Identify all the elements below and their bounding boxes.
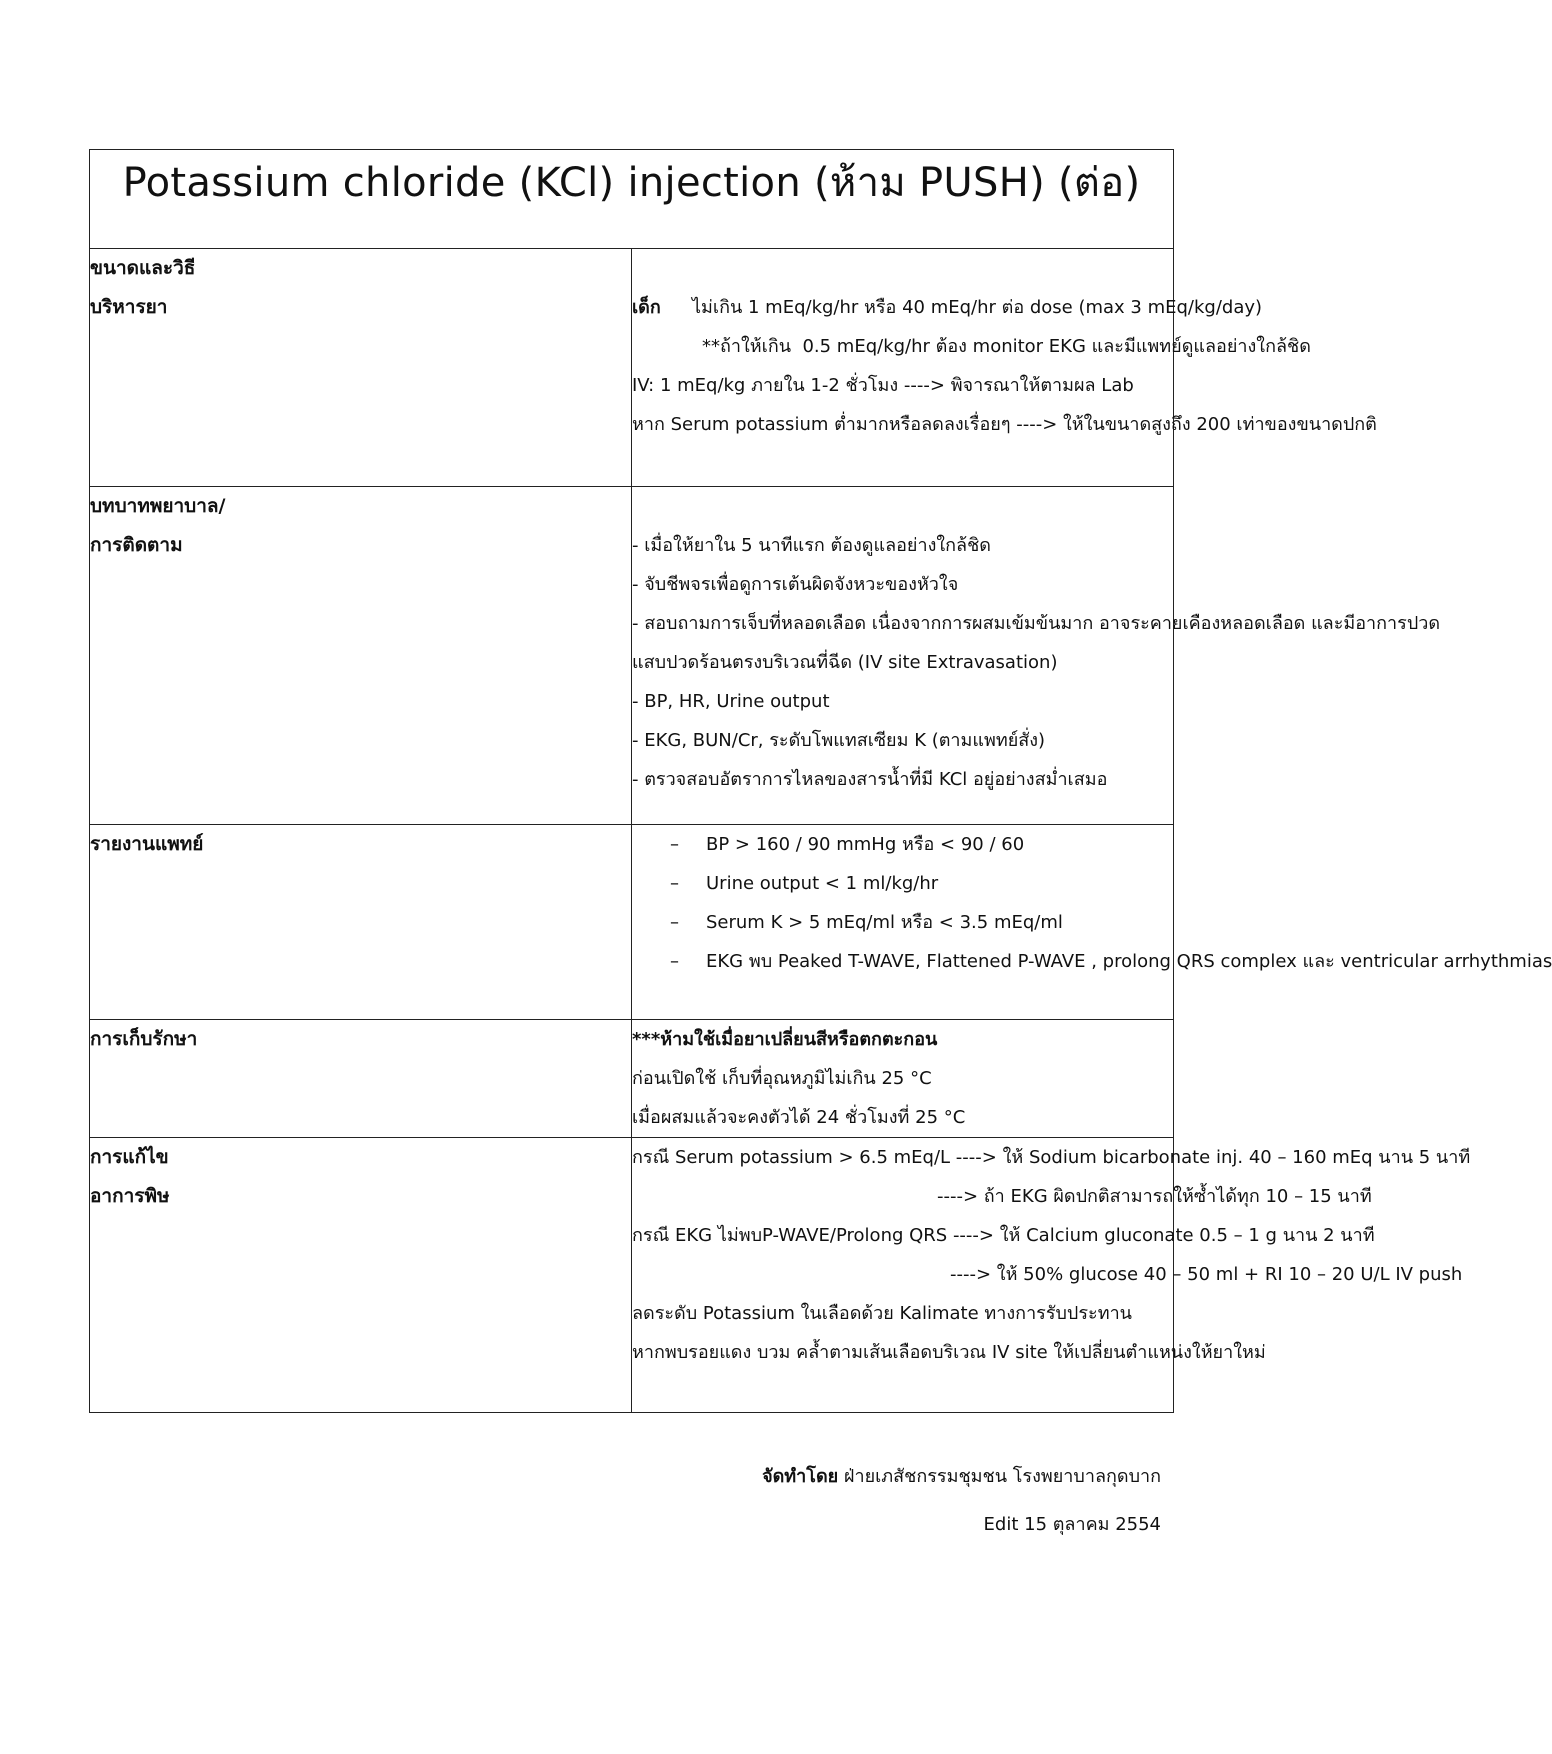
antidote-line-1: กรณี Serum potassium > 6.5 mEq/L ----> ให้ Sodium bicarbonate inj. 40 – 160 mEq นาน 5 นาที (632, 1147, 1471, 1168)
nursing-line-7: - ตรวจสอบอัตราการไหลของสารน้ำที่มี KCl อยู่อย่างสม่ำเสมอ (632, 769, 1108, 790)
antidote-label-cell (90, 1138, 632, 1413)
storage-warning: ***ห้ามใช้เมื่อยาเปลี่ยนสีหรือตกตะกอน (632, 1029, 938, 1050)
storage-label-cell (90, 1020, 632, 1138)
antidote-line-5: ลดระดับ Potassium ในเลือดด้วย Kalimate ทางการรับประทาน (632, 1303, 1132, 1324)
nursing-line-5: - BP, HR, Urine output (632, 691, 830, 712)
dosage-line-3: IV: 1 mEq/kg ภายใน 1-2 ชั่วโมง ----> พิจารณาให้ตามผล Lab (632, 375, 1134, 396)
child-label: เด็ก (632, 297, 661, 318)
antidote-line-6: หากพบรอยแดง บวม คล้ำตามเส้นเลือดบริเวณ IV site ให้เปลี่ยนตำแหน่งให้ยาใหม่ (632, 1342, 1266, 1363)
antidote-line-3: กรณี EKG ไม่พบP-WAVE/Prolong QRS ----> ให้ Calcium gluconate 0.5 – 1 g นาน 2 นาที (632, 1225, 1375, 1246)
prepared-by-value: ฝ่ายเภสัชกรรมชุมชน โรงพยาบาลกุดบาก (843, 1466, 1161, 1487)
report-item: – Serum K > 5 mEq/ml หรือ < 3.5 mEq/ml (670, 912, 1063, 933)
report-line-3: Serum K > 5 mEq/ml หรือ < 3.5 mEq/ml (706, 912, 1063, 933)
nursing-row (90, 487, 1174, 825)
nursing-line-6: - EKG, BUN/Cr, ระดับโพแทสเซียม K (ตามแพทย์สั่ง) (632, 730, 1046, 751)
nursing-line-1: - เมื่อให้ยาใน 5 นาทีแรก ต้องดูแลอย่างใกล้ชิด (632, 535, 991, 556)
report-label: รายงานแพทย์ (90, 833, 204, 855)
dosage-row (90, 249, 1174, 487)
nursing-line-3: - สอบถามการเจ็บที่หลอดเลือด เนื่องจากการผสมเข้มข้นมาก อาจระคายเคืองหลอดเลือด และมีอาการปวด (632, 613, 1441, 634)
antidote-content (632, 1138, 1471, 1413)
nursing-content (632, 487, 1441, 825)
report-item: – EKG พบ Peaked T-WAVE, Flattened P-WAVE , prolong QRS complex และ ventricular arrhythmias (670, 951, 1552, 972)
report-line-4: EKG พบ Peaked T-WAVE, Flattened P-WAVE , prolong QRS complex และ ventricular arrhythmias (706, 951, 1552, 972)
dosage-line-1: ไม่เกิน 1 mEq/kg/hr หรือ 40 mEq/hr ต่อ dose (max 3 mEq/kg/day) (692, 297, 1263, 318)
prepared-by (762, 1461, 1161, 1490)
report-line-1: BP > 160 / 90 mmHg หรือ < 90 / 60 (706, 834, 1025, 855)
antidote-label: การแก้ไข อาการพิษ (90, 1146, 170, 1207)
nursing-label: บทบาทพยาบาล/ การติดตาม (90, 495, 226, 556)
title-cell (90, 150, 1174, 249)
storage-line-2: เมื่อผสมแล้วจะคงตัวได้ 24 ชั่วโมงที่ 25 °C (632, 1107, 966, 1128)
antidote-line-4: ----> ให้ 50% glucose 40 – 50 ml + RI 10 – 20 U/L IV push (950, 1264, 1463, 1285)
storage-content (632, 1020, 1174, 1138)
report-item: – Urine output < 1 ml/kg/hr (670, 873, 939, 894)
report-content (632, 825, 1552, 1020)
antidote-row (90, 1138, 1174, 1413)
kcl-info-table (89, 149, 1552, 1413)
dosage-line-2: **ถ้าให้เกิน 0.5 mEq/kg/hr ต้อง monitor EKG และมีแพทย์ดูแลอย่างใกล้ชิด (702, 336, 1311, 357)
storage-line-1: ก่อนเปิดใช้ เก็บที่อุณหภูมิไม่เกิน 25 °C (632, 1068, 932, 1089)
report-line-2: Urine output < 1 ml/kg/hr (706, 873, 939, 894)
storage-row (90, 1020, 1174, 1138)
report-row (90, 825, 1174, 1020)
page-title: Potassium chloride (KCl) injection (ห้าม PUSH) (ต่อ) (122, 160, 1141, 206)
dosage-child-line (632, 288, 1263, 327)
dosage-line-4: หาก Serum potassium ต่ำมากหรือลดลงเรื่อยๆ ----> ให้ในขนาดสูงถึง 200 เท่าของขนาดปกติ (632, 414, 1377, 435)
prepared-by-label: จัดทำโดย (762, 1466, 839, 1487)
nursing-line-2: - จับชีพจรเพื่อดูการเต้นผิดจังหวะของหัวใจ (632, 574, 959, 595)
report-item: – BP > 160 / 90 mmHg หรือ < 90 / 60 (670, 834, 1025, 855)
report-label-cell (90, 825, 632, 1020)
dosage-content (632, 249, 1377, 487)
antidote-line-2: ----> ถ้า EKG ผิดปกติสามารถให้ซ้ำได้ทุก 10 – 15 นาที (937, 1186, 1372, 1207)
storage-label: การเก็บรักษา (90, 1028, 198, 1050)
nursing-label-cell (90, 487, 632, 825)
dosage-label-cell (90, 249, 632, 487)
dosage-label: ขนาดและวิธี บริหารยา (90, 257, 196, 318)
nursing-line-4: แสบปวดร้อนตรงบริเวณที่ฉีด (IV site Extravasation) (632, 652, 1058, 673)
edit-date: Edit 15 ตุลาคม 2554 (983, 1514, 1161, 1535)
